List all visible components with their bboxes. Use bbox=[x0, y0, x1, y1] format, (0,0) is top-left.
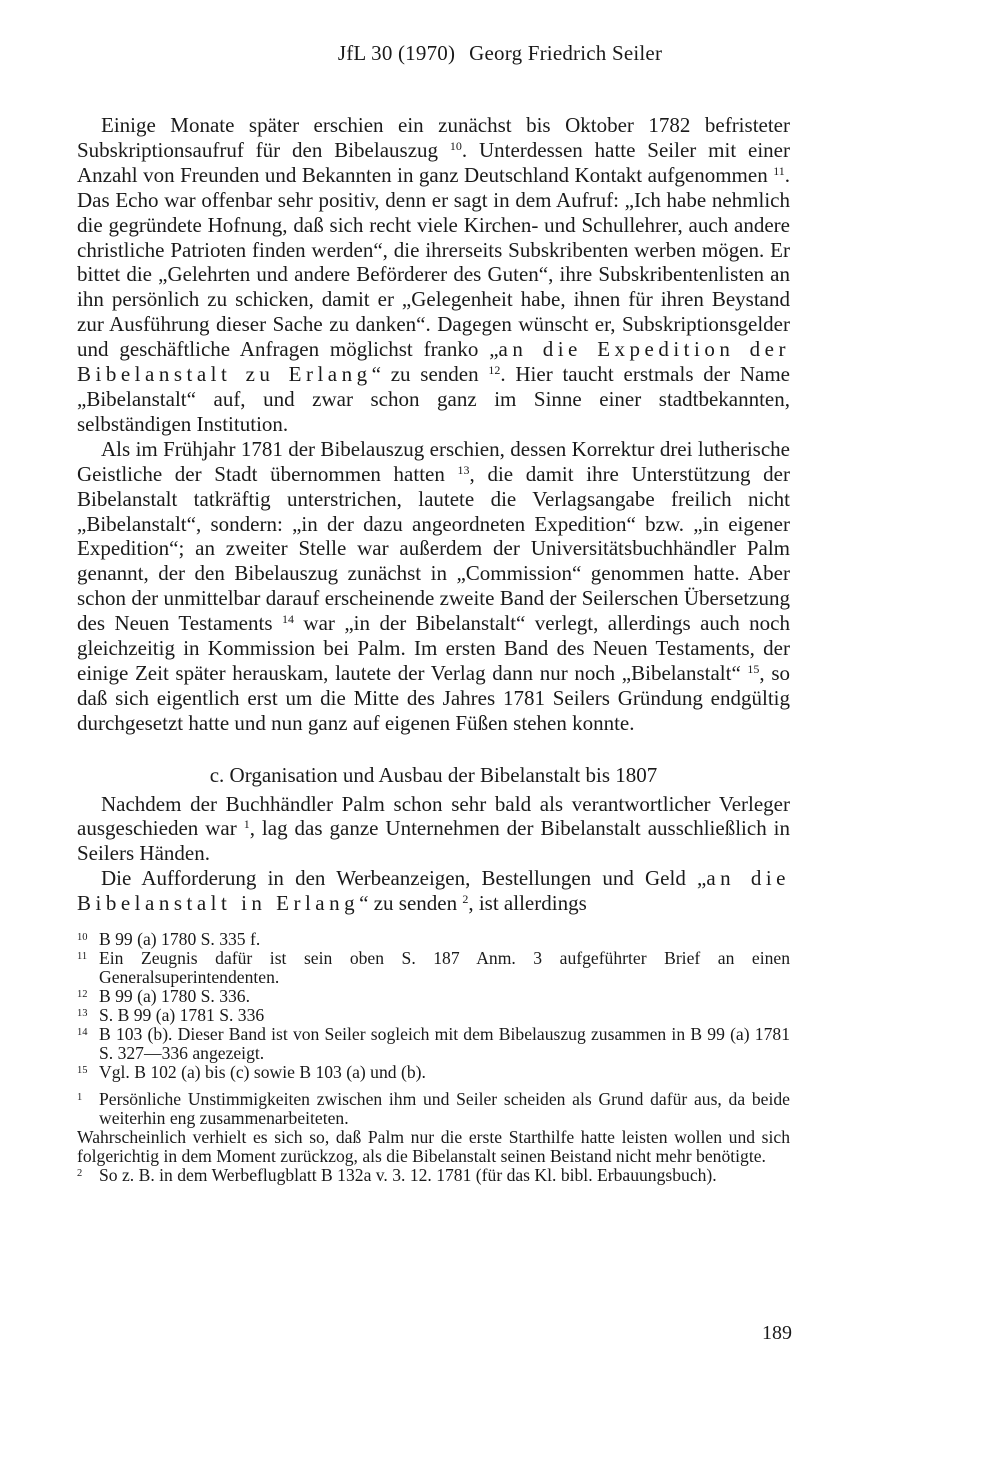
journal-citation: JfL 30 (1970) bbox=[337, 41, 456, 65]
text-run: . Unterdessen hatte Seiler mit einer Anzahl von Freunden und Bekannten in ganz Deutschland Kontakt aufgenommen bbox=[77, 137, 790, 187]
text-run: Einige Monate später erschien ein zunächst bis Oktober 1782 befristeter Subskriptionsaufruf für den Bibelauszug bbox=[77, 113, 790, 162]
paragraph-4 bbox=[77, 866, 790, 916]
footnote-text: So z. B. in dem Werbeflugblatt B 132a v. 3. 12. 1781 (für das Kl. bibl. Erbauungsbuch). bbox=[99, 1165, 717, 1186]
footnote-text: Vgl. B 102 (a) bis (c) sowie B 103 (a) und (b). bbox=[99, 1062, 426, 1083]
text-run: , ist allerdings bbox=[468, 891, 587, 916]
spaced-address: an die Bibelanstalt in Erlang bbox=[77, 866, 790, 916]
footnote: 13 S. B 99 (a) 1781 S. 336 bbox=[77, 1005, 265, 1026]
text-run: Die Aufforderung in den Werbeanzeigen, Bestellungen und Geld „ bbox=[101, 866, 707, 891]
footnote-ref-1: 1 bbox=[243, 817, 250, 832]
main-text bbox=[77, 113, 790, 1185]
text-run: , so daß sich eigentlich erst um die Mitte des Jahres 1781 Seilers Gründung endgültig durchgesetzt hatte und nun ganz auf eigenen Füßen stehen konnte. bbox=[77, 660, 790, 735]
footnotes-section bbox=[77, 930, 790, 1185]
paragraph-3 bbox=[77, 792, 790, 867]
footnote-ref-13: 13 bbox=[457, 462, 470, 477]
footnote-continuation bbox=[77, 1128, 790, 1166]
text-run: . Hier taucht erstmals der Name „Bibelanstalt“ auf, und zwar schon ganz im Sinne einer stadtbekannten, selbständigen Institution. bbox=[77, 362, 790, 436]
paragraph-1 bbox=[77, 113, 790, 437]
text-run: , lag das ganze Unternehmen der Bibelanstalt ausschließlich in Seilers Händen. bbox=[77, 816, 790, 866]
footnote-ref-2: 2 bbox=[462, 892, 469, 907]
section-heading: c. Organisation und Ausbau der Bibelanstalt bis 1807 bbox=[209, 762, 658, 787]
text-run: war „in der Bibelanstalt“ verlegt, allerdings auch noch gleichzeitig in Kommission bei Palm. Im ersten Band des Neuen Testaments, der einige Zeit später herauskam, lautete der Verlag dann nur noch „Bibelanstalt“ bbox=[77, 611, 790, 685]
footnote-text: S. B 99 (a) 1781 S. 336 bbox=[99, 1005, 265, 1026]
footnote: 12 B 99 (a) 1780 S. 336. bbox=[77, 986, 251, 1007]
text-run: , die damit ihre Unterstützung der Bibelanstalt tatkräftig unterstrichen, lautete die Verlagsangabe freilich nicht „Bibelanstalt“, sondern: „in der dazu angeordneten Expedition“ bzw. „in eigener Expedition“; an zweiter Stelle war außerdem der Universitätsbuchhändler Palm genannt, der den Bibelauszug zunächst in „Commission“ genommen hatte. Aber schon der unmittelbar darauf erscheinende zweite Band der Seilerschen Übersetzung des Neuen Testaments bbox=[77, 461, 790, 636]
page-number: 189 bbox=[762, 1322, 792, 1344]
footnote: 10 B 99 (a) 1780 S. 335 f. bbox=[77, 929, 261, 950]
footnote-text: Persönliche Unstimmigkeiten zwischen ihm und Seiler scheiden als Grund dafür aus, da beide weiterhin eng zusammenarbeiteten. bbox=[99, 1089, 790, 1129]
text-run: Nachdem der Buchhändler Palm schon sehr bald als verantwortlicher Verleger ausgeschieden war bbox=[77, 791, 790, 841]
footnote-text: Ein Zeugnis dafür ist sein oben S. 187 Anm. 3 aufgeführter Brief an einen Generalsuperintendenten. bbox=[99, 948, 790, 988]
footnote-text: Wahrscheinlich verhielt es sich so, daß Palm nur die erste Starthilfe hatte leisten wollen und sich folgerichtig in dem Moment zurückzog, als die Bibelanstalt seinen Beistand nicht mehr benötigte. bbox=[77, 1127, 790, 1167]
text-run: “ zu senden bbox=[359, 891, 463, 916]
footnote-text: B 99 (a) 1780 S. 336. bbox=[99, 986, 251, 1007]
footnote-ref-11: 11 bbox=[773, 163, 785, 178]
footnote: 14 B 103 (b). Dieser Band ist von Seiler sogleich mit dem Bibelauszug zusammen in B 99 (a) 1781 S. 327—336 angezeigt. bbox=[77, 1024, 790, 1064]
text-run: . Das Echo war offenbar sehr positiv, denn er sagt in dem Aufruf: „Ich habe nehmlich die gegründete Hofnung, daß sich recht viele Kirchen- und Schullehrer, auch andere christliche Patrioten finden werden“, die ihrerseits Subskribenten werben mögen. Er bittet die „Gelehrten und andere Beförderer des Guten“, ihre Subskribentenlisten an ihn persönlich zu schicken, damit er „Gelegenheit habe, ihnen für ihren Beystand zur Ausführung dieser Sache zu danken“. Dagegen wünscht er, Subskriptionsgelder und geschäftliche Anfragen möglichst franko „ bbox=[77, 162, 790, 362]
footnote-ref-12: 12 bbox=[488, 363, 501, 378]
footnote-ref-14: 14 bbox=[281, 612, 294, 627]
footnote-ref-15: 15 bbox=[747, 661, 760, 676]
running-head bbox=[0, 41, 1000, 66]
footnote: 2 So z. B. in dem Werbeflugblatt B 132a v. 3. 12. 1781 (für das Kl. bibl. Erbauungsbuch). bbox=[77, 1165, 717, 1186]
footnote: 15 Vgl. B 102 (a) bis (c) sowie B 103 (a) und (b). bbox=[77, 1062, 426, 1083]
footnote: 11 Ein Zeugnis dafür ist sein oben S. 187 Anm. 3 aufgeführter Brief an einen Generalsuperintendenten. bbox=[77, 948, 790, 988]
footnote-text: B 99 (a) 1780 S. 335 f. bbox=[99, 929, 261, 950]
footnote-ref-10: 10 bbox=[449, 138, 462, 153]
article-title: Georg Friedrich Seiler bbox=[469, 41, 663, 65]
spaced-address: an die Expedition der Bibelanstalt zu Erlang bbox=[77, 337, 790, 387]
footnote-text: B 103 (b). Dieser Band ist von Seiler sogleich mit dem Bibelauszug zusammen in B 99 (a) 1781 S. 327—336 angezeigt. bbox=[99, 1024, 790, 1064]
paragraph-2 bbox=[77, 437, 790, 736]
footnote: 1 Persönliche Unstimmigkeiten zwischen ihm und Seiler scheiden als Grund dafür aus, da beide weiterhin eng zusammenarbeiteten. bbox=[77, 1089, 790, 1129]
text-run: Als im Frühjahr 1781 der Bibelauszug erschien, dessen Korrektur drei lutherische Geistliche der Stadt übernommen hatten bbox=[77, 436, 790, 486]
text-run: “ zu senden bbox=[371, 362, 489, 387]
